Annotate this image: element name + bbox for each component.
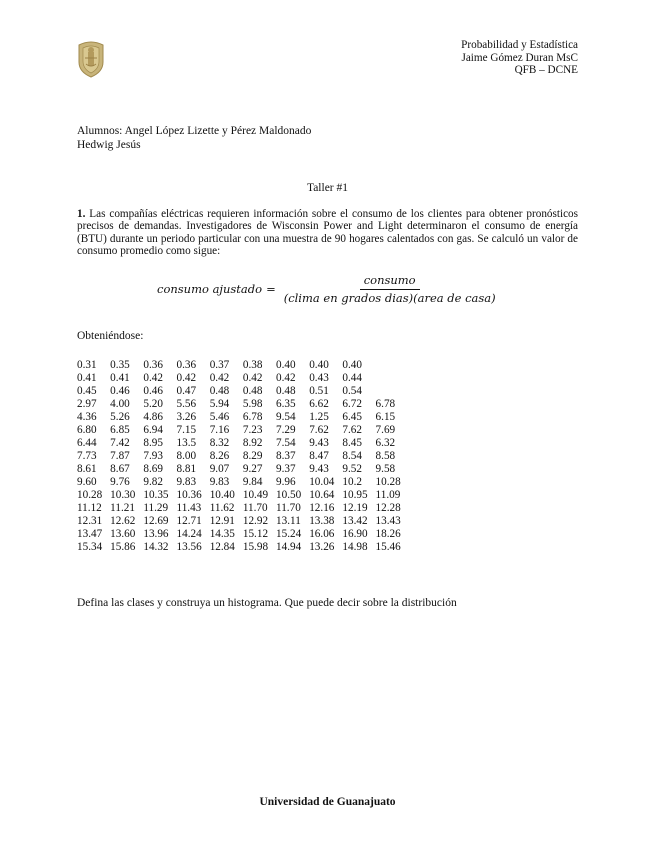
data-value: 12.28 [375, 502, 401, 514]
data-value: 2.97 [77, 398, 97, 410]
data-value: 0.42 [176, 372, 197, 384]
data-value: 7.69 [375, 424, 396, 436]
data-value: 9.84 [242, 476, 263, 488]
data-row [77, 489, 409, 502]
data-value: 0.54 [342, 385, 362, 397]
data-row [77, 528, 409, 541]
data-value: 9.43 [309, 463, 329, 475]
data-value: 9.27 [242, 463, 263, 475]
data-row [77, 437, 409, 450]
data-value: 9.07 [209, 463, 230, 475]
data-value: 14.98 [342, 541, 368, 553]
data-value: 13.96 [143, 528, 169, 540]
data-value: 0.42 [276, 372, 296, 384]
data-value: 7.62 [309, 424, 329, 436]
data-value: 11.09 [375, 489, 401, 501]
data-value: 12.69 [143, 515, 169, 527]
data-value: 8.00 [176, 450, 197, 462]
document-title: Taller #1 [306, 182, 349, 194]
data-value: 6.44 [77, 437, 97, 449]
data-value: 0.48 [276, 385, 296, 397]
data-value: 14.24 [176, 528, 202, 540]
data-value: 10.04 [309, 476, 335, 488]
data-row [77, 411, 409, 424]
data-value: 8.26 [209, 450, 230, 462]
data-value: 11.12 [77, 502, 102, 514]
data-value: 8.45 [342, 437, 362, 449]
data-value: 5.46 [209, 411, 230, 423]
data-value: 9.54 [276, 411, 296, 423]
data-value: 6.15 [375, 411, 396, 423]
data-value: 6.85 [110, 424, 130, 436]
data-value: 10.95 [342, 489, 368, 501]
data-value: 0.48 [209, 385, 230, 397]
data-value: 0.47 [176, 385, 197, 397]
data-value: 18.26 [375, 528, 401, 540]
data-value: 8.37 [276, 450, 296, 462]
problem-statement [77, 208, 578, 258]
data-value: 13.38 [309, 515, 335, 527]
data-value: 10.50 [276, 489, 302, 501]
instructor-name: Jaime Gómez Duran MsC [461, 51, 578, 64]
data-value: 8.47 [309, 450, 329, 462]
data-value: 0.36 [143, 359, 163, 371]
data-row [77, 515, 409, 528]
data-row [77, 463, 409, 476]
students-line-2: Hedwig Jesús [77, 139, 141, 151]
data-value: 10.35 [143, 489, 169, 501]
data-value: 11.70 [276, 502, 301, 514]
data-value: 7.54 [276, 437, 296, 449]
data-value: 8.32 [209, 437, 230, 449]
data-value: 12.84 [209, 541, 235, 553]
data-value: 6.80 [77, 424, 97, 436]
data-value: 0.40 [342, 359, 362, 371]
data-value: 0.41 [77, 372, 97, 384]
data-value: 7.42 [110, 437, 130, 449]
data-value: 8.29 [242, 450, 263, 462]
data-value: 4.36 [77, 411, 97, 423]
data-value: 9.60 [77, 476, 97, 488]
data-values-table [77, 359, 409, 554]
data-value: 6.62 [309, 398, 329, 410]
data-value: 12.62 [110, 515, 136, 527]
data-value: 12.91 [209, 515, 235, 527]
data-value: 0.40 [276, 359, 296, 371]
data-value: 0.42 [242, 372, 263, 384]
data-value: 0.43 [309, 372, 329, 384]
data-value: 13.43 [375, 515, 401, 527]
data-value: 8.58 [375, 450, 396, 462]
data-value: 0.40 [309, 359, 329, 371]
data-value: 1.25 [309, 411, 329, 423]
data-value: 8.81 [176, 463, 197, 475]
data-value: 13.26 [309, 541, 335, 553]
data-value: 9.76 [110, 476, 130, 488]
data-row [77, 398, 409, 411]
data-value: 6.35 [276, 398, 296, 410]
data-row [77, 541, 409, 554]
data-value: 4.86 [143, 411, 163, 423]
problem-text: Las compañías eléctricas requieren información sobre el consumo de los clientes para obtener pronósticos precisos de demandas. Investigadores de Wisconsin Power and Light determinaron el consumo de energía (BTU) durante un periodo particular con una muestra de 90 hogares calentados con gas. Se calculó un valor de consumo promedio como sigue: [77, 208, 578, 258]
data-value: 10.64 [309, 489, 335, 501]
data-value: 10.40 [209, 489, 235, 501]
data-value: 6.32 [375, 437, 396, 449]
formula [157, 274, 500, 305]
data-row [77, 476, 409, 489]
data-value: 6.94 [143, 424, 163, 436]
data-value: 9.58 [375, 463, 396, 475]
data-value: 15.24 [276, 528, 302, 540]
data-value: 6.78 [242, 411, 263, 423]
data-value: 12.71 [176, 515, 202, 527]
data-value: 8.69 [143, 463, 163, 475]
data-value: 6.72 [342, 398, 362, 410]
data-value: 10.2 [342, 476, 362, 488]
data-value: 9.83 [176, 476, 197, 488]
data-value: 9.96 [276, 476, 296, 488]
data-value: 9.83 [209, 476, 230, 488]
data-value: 7.93 [143, 450, 163, 462]
formula-numerator: consumo [360, 274, 420, 290]
data-value: 15.46 [375, 541, 401, 553]
university-footer: Universidad de Guanajuato [259, 796, 396, 808]
data-value: 14.32 [143, 541, 169, 553]
data-value: 0.46 [110, 385, 130, 397]
data-value: 10.28 [375, 476, 401, 488]
data-value: 7.16 [209, 424, 230, 436]
data-value: 0.42 [143, 372, 163, 384]
data-value: 11.43 [176, 502, 202, 514]
data-value: 12.92 [242, 515, 269, 527]
data-value: 0.51 [309, 385, 329, 397]
data-value: 9.52 [342, 463, 362, 475]
formula-fraction [280, 274, 500, 305]
data-value: 0.36 [176, 359, 197, 371]
data-row [77, 424, 409, 437]
data-value: 7.15 [176, 424, 197, 436]
data-value: 7.73 [77, 450, 97, 462]
formula-denominator: (clima en grados dias)(area de casa) [283, 291, 496, 305]
data-value: 4.00 [110, 398, 130, 410]
department: QFB – DCNE [514, 64, 578, 76]
data-value: 13.42 [342, 515, 368, 527]
data-value: 0.31 [77, 359, 97, 371]
data-value: 0.46 [143, 385, 163, 397]
data-value: 8.54 [342, 450, 362, 462]
data-value: 5.20 [143, 398, 163, 410]
data-value: 14.94 [276, 541, 302, 553]
data-value: 9.37 [276, 463, 296, 475]
data-value: 0.44 [342, 372, 362, 384]
data-value: 11.29 [143, 502, 169, 514]
data-value: 0.41 [110, 372, 130, 384]
data-value: 0.45 [77, 385, 97, 397]
data-value: 13.56 [176, 541, 202, 553]
data-value: 7.23 [242, 424, 263, 436]
formula-equals: = [266, 282, 276, 296]
data-row [77, 359, 409, 372]
data-value: 7.62 [342, 424, 362, 436]
data-value: 13.47 [77, 528, 103, 540]
data-value: 15.86 [110, 541, 136, 553]
data-value: 13.60 [110, 528, 136, 540]
data-value: 0.35 [110, 359, 130, 371]
data-value: 15.12 [242, 528, 269, 540]
data-value: 0.37 [209, 359, 230, 371]
data-value: 3.26 [176, 411, 197, 423]
data-value: 14.35 [209, 528, 235, 540]
data-value: 10.30 [110, 489, 136, 501]
formula-lhs: consumo ajustado [157, 282, 263, 296]
data-value: 8.92 [242, 437, 263, 449]
data-value: 11.21 [110, 502, 135, 514]
data-value: 8.67 [110, 463, 130, 475]
students-line-1: Alumnos: Angel López Lizette y Pérez Maldonado [77, 125, 312, 137]
data-row [77, 385, 409, 398]
data-value: 8.61 [77, 463, 97, 475]
data-value: 10.28 [77, 489, 103, 501]
data-value: 12.19 [342, 502, 368, 514]
data-value: 5.56 [176, 398, 197, 410]
data-value: 0.38 [242, 359, 263, 371]
data-value: 5.94 [209, 398, 230, 410]
data-value: 16.06 [309, 528, 335, 540]
university-crest-icon [77, 40, 105, 78]
data-row [77, 450, 409, 463]
data-value: 6.45 [342, 411, 362, 423]
data-value: 9.43 [309, 437, 329, 449]
data-value: 11.70 [242, 502, 268, 514]
data-value: 5.98 [242, 398, 263, 410]
data-value: 0.42 [209, 372, 230, 384]
question-text: Defina las clases y construya un histograma. Que puede decir sobre la distribución [77, 597, 457, 609]
students-block [77, 124, 311, 152]
data-value: 10.36 [176, 489, 202, 501]
data-value: 15.98 [242, 541, 269, 553]
course-name: Probabilidad y Estadística [461, 39, 578, 51]
data-value: 16.90 [342, 528, 368, 540]
data-value: 11.62 [209, 502, 235, 514]
data-value: 13.11 [276, 515, 301, 527]
data-value: 6.78 [375, 398, 396, 410]
obtained-label: Obteniéndose: [77, 330, 144, 342]
data-value: 10.49 [242, 489, 269, 501]
data-value: 8.95 [143, 437, 163, 449]
data-value: 0.48 [242, 385, 263, 397]
data-value: 5.26 [110, 411, 130, 423]
data-value: 7.29 [276, 424, 296, 436]
problem-number: 1. [77, 208, 86, 220]
data-value: 7.87 [110, 450, 130, 462]
data-value: 13.5 [176, 437, 197, 449]
data-value: 12.16 [309, 502, 335, 514]
course-header [461, 39, 578, 77]
data-value: 9.82 [143, 476, 163, 488]
data-value: 12.31 [77, 515, 103, 527]
data-value: 15.34 [77, 541, 103, 553]
data-row [77, 372, 409, 385]
data-row [77, 502, 409, 515]
